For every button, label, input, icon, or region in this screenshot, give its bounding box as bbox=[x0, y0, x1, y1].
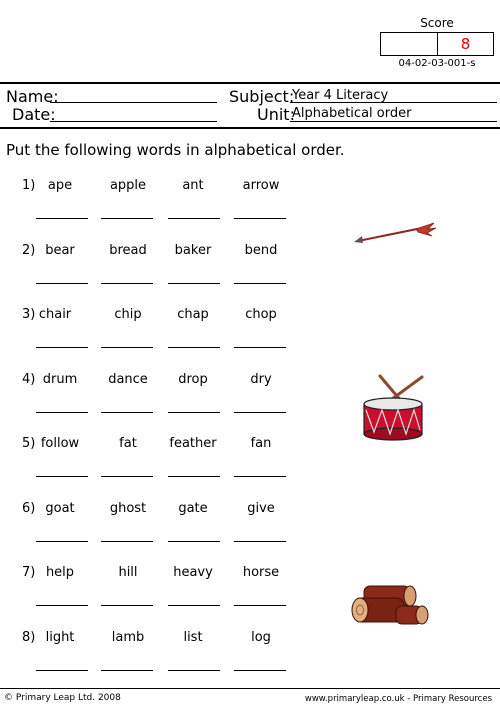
word-item: arrow bbox=[242, 178, 280, 193]
answer-blank[interactable] bbox=[234, 283, 286, 284]
answer-blank[interactable] bbox=[101, 412, 153, 413]
answer-blank[interactable] bbox=[234, 605, 286, 606]
answer-blank[interactable] bbox=[36, 670, 88, 671]
unit-field bbox=[290, 105, 497, 122]
question-number: 6) bbox=[22, 501, 36, 516]
word-item: horse bbox=[242, 565, 280, 580]
arrow-picture bbox=[352, 222, 438, 246]
answer-blank[interactable] bbox=[36, 541, 88, 542]
word-item: chair bbox=[38, 307, 72, 322]
answer-blank[interactable] bbox=[101, 218, 153, 219]
word-item: bread bbox=[109, 243, 147, 258]
subject-value: Year 4 Literacy bbox=[292, 88, 389, 103]
answer-blank[interactable] bbox=[36, 283, 88, 284]
question-number: 3) bbox=[22, 307, 36, 322]
logs-picture bbox=[348, 582, 430, 630]
word-item: baker bbox=[174, 243, 212, 258]
answer-blank[interactable] bbox=[234, 476, 286, 477]
answer-blank[interactable] bbox=[36, 605, 88, 606]
word-item: help bbox=[45, 565, 75, 580]
word-item: gate bbox=[178, 501, 208, 516]
answer-blank[interactable] bbox=[168, 670, 220, 671]
unit-value: Alphabetical order bbox=[292, 106, 412, 121]
word-item: ghost bbox=[109, 501, 147, 516]
word-item: dance bbox=[108, 372, 148, 387]
word-item: feather bbox=[169, 436, 217, 451]
answer-blank[interactable] bbox=[168, 541, 220, 542]
answer-blank[interactable] bbox=[168, 605, 220, 606]
name-label: Name: bbox=[6, 87, 59, 106]
word-item: light bbox=[45, 630, 75, 645]
word-item: goat bbox=[45, 501, 75, 516]
word-item: bend bbox=[244, 243, 278, 258]
answer-blank[interactable] bbox=[101, 283, 153, 284]
answer-blank[interactable] bbox=[101, 347, 153, 348]
answer-blank[interactable] bbox=[101, 605, 153, 606]
instructions: Put the following words in alphabetical order. bbox=[6, 141, 345, 159]
answer-blank[interactable] bbox=[168, 283, 220, 284]
word-item: lamb bbox=[111, 630, 145, 645]
date-label: Date: bbox=[12, 105, 56, 124]
subject-label: Subject: bbox=[229, 87, 295, 106]
answer-blank[interactable] bbox=[101, 541, 153, 542]
word-item: fat bbox=[119, 436, 137, 451]
subject-field bbox=[290, 86, 497, 103]
score-label: Score bbox=[420, 16, 454, 30]
date-field[interactable] bbox=[50, 105, 217, 122]
word-item: bear bbox=[45, 243, 75, 258]
word-item: chap bbox=[177, 307, 209, 322]
question-number: 7) bbox=[22, 565, 36, 580]
answer-blank[interactable] bbox=[101, 476, 153, 477]
answer-blank[interactable] bbox=[234, 412, 286, 413]
question-number: 2) bbox=[22, 243, 36, 258]
footer-copyright: © Primary Leap Ltd. 2008 bbox=[4, 693, 121, 703]
header-bottom-rule bbox=[0, 127, 500, 129]
answer-blank[interactable] bbox=[168, 412, 220, 413]
question-number: 8) bbox=[22, 630, 36, 645]
answer-blank[interactable] bbox=[234, 347, 286, 348]
name-field[interactable] bbox=[50, 86, 217, 103]
answer-blank[interactable] bbox=[168, 347, 220, 348]
worksheet-code: 04-02-03-001-s bbox=[398, 58, 476, 69]
word-item: fan bbox=[250, 436, 272, 451]
word-item: hill bbox=[118, 565, 138, 580]
answer-blank[interactable] bbox=[234, 670, 286, 671]
answer-blank[interactable] bbox=[36, 412, 88, 413]
word-item: dry bbox=[250, 372, 272, 387]
question-number: 4) bbox=[22, 372, 36, 387]
word-item: drop bbox=[178, 372, 208, 387]
answer-blank[interactable] bbox=[101, 670, 153, 671]
word-item: heavy bbox=[173, 565, 213, 580]
header-top-rule bbox=[0, 82, 500, 84]
answer-blank[interactable] bbox=[36, 476, 88, 477]
score-value: 8 bbox=[460, 35, 471, 53]
question-number: 5) bbox=[22, 436, 36, 451]
answer-blank[interactable] bbox=[168, 218, 220, 219]
footer-website: www.primaryleap.co.uk - Primary Resources bbox=[304, 694, 492, 704]
answer-blank[interactable] bbox=[168, 476, 220, 477]
word-item: drum bbox=[42, 372, 78, 387]
answer-blank[interactable] bbox=[234, 218, 286, 219]
word-item: give bbox=[247, 501, 275, 516]
drum-picture bbox=[360, 374, 430, 444]
question-number: 1) bbox=[22, 178, 36, 193]
word-item: ant bbox=[182, 178, 204, 193]
word-item: chop bbox=[245, 307, 277, 322]
word-item: follow bbox=[40, 436, 80, 451]
answer-blank[interactable] bbox=[36, 347, 88, 348]
word-item: apple bbox=[109, 178, 147, 193]
score-box bbox=[380, 32, 494, 56]
footer-rule bbox=[0, 688, 500, 689]
word-item: log bbox=[251, 630, 271, 645]
answer-blank[interactable] bbox=[234, 541, 286, 542]
word-item: ape bbox=[47, 178, 73, 193]
word-item: list bbox=[183, 630, 203, 645]
word-item: chip bbox=[114, 307, 142, 322]
unit-label: Unit: bbox=[257, 105, 295, 124]
answer-blank[interactable] bbox=[36, 218, 88, 219]
